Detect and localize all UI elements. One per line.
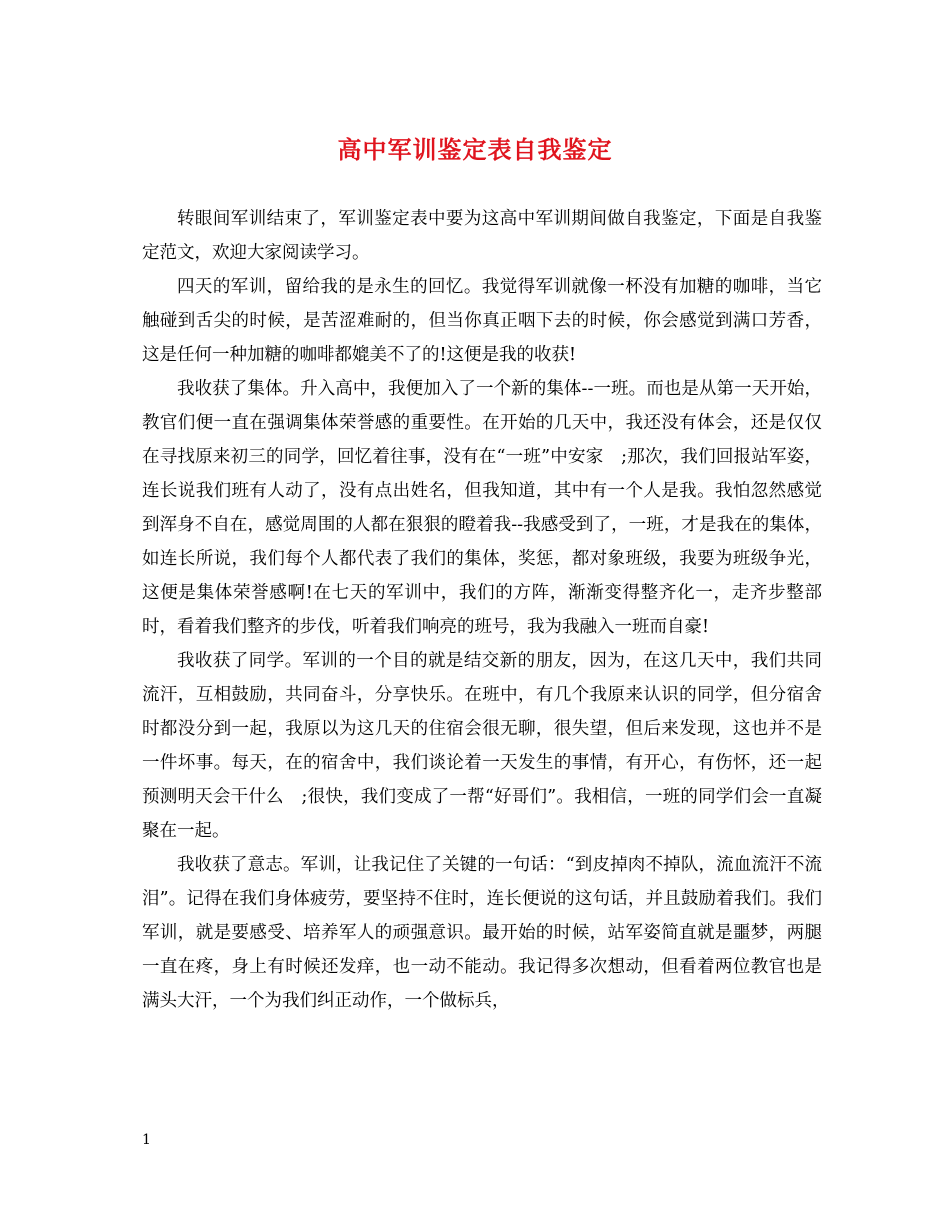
paragraph-collective: 我收获了集体。升入高中，我便加入了一个新的集体--一班。而也是从第一天开始，教官们便一直在强调集体荣誉感的重要性。在开始的几天中，我还没有体会，还是仅仅在寻找原来初三的同学，回忆着往事，没有在“一班”中安家 ;那次，我们回报站军姿，连长说我们班有人动了，没有点出姓名，但我知道，其中有一个人是我。我怕忽然感觉到浑身不自在，感觉周围的人都在狠狠的瞪着我--我感受到了，一班，才是我在的集体，如连长所说，我们每个人都代表了我们的集体，奖惩，都对象班级，我要为班级争光，这便是集体荣誉感啊!在七天的军训中，我们的方阵，渐渐变得整齐化一，走齐步整部时，看着我们整齐的步伐，听着我们响亮的班号，我为我融入一班而自豪! [142, 379, 822, 637]
paragraph-willpower: 我收获了意志。军训，让我记住了关键的一句话：“到皮掉肉不掉队，流血流汗不流泪”。记得在我们身体疲劳，要坚持不住时，连长便说的这句话，并且鼓励着我们。我们军训，就是要感受、培养军人的顽强意识。最开始的时候，站军姿简直就是噩梦，两腿一直在疼，身上有时候还发痒，也一动不能动。我记得多次想动，但看着两位教官也是满头大汗，一个为我们纠正动作，一个做标兵， [142, 855, 822, 1011]
paragraph-intro: 转眼间军训结束了，军训鉴定表中要为这高中军训期间做自我鉴定，下面是自我鉴定范文，欢迎大家阅读学习。 [142, 209, 822, 263]
paragraph-memory: 四天的军训，留给我的是永生的回忆。我觉得军训就像一杯没有加糖的咖啡，当它触碰到舌尖的时候，是苦涩难耐的，但当你真正咽下去的时候，你会感觉到满口芳香，这是任何一种加糖的咖啡都媲美不了的!这便是我的收获! [142, 277, 822, 365]
page-number: 1 [142, 1132, 151, 1148]
document-title: 高中军训鉴定表自我鉴定 [337, 135, 613, 164]
document-body [142, 202, 822, 1018]
paragraph-classmates: 我收获了同学。军训的一个目的就是结交新的朋友，因为，在这几天中，我们共同流汗，互相鼓励，共同奋斗，分享快乐。在班中，有几个我原来认识的同学，但分宿舍时都没分到一起，我原以为这几天的住宿会很无聊，很失望，但后来发现，这也并不是一件坏事。每天，在的宿舍中，我们谈论着一天发生的事情，有开心，有伤怀，还一起预测明天会干什么 ;很快，我们变成了一帮“好哥们”。我相信，一班的同学们会一直凝聚在一起。 [142, 651, 822, 841]
